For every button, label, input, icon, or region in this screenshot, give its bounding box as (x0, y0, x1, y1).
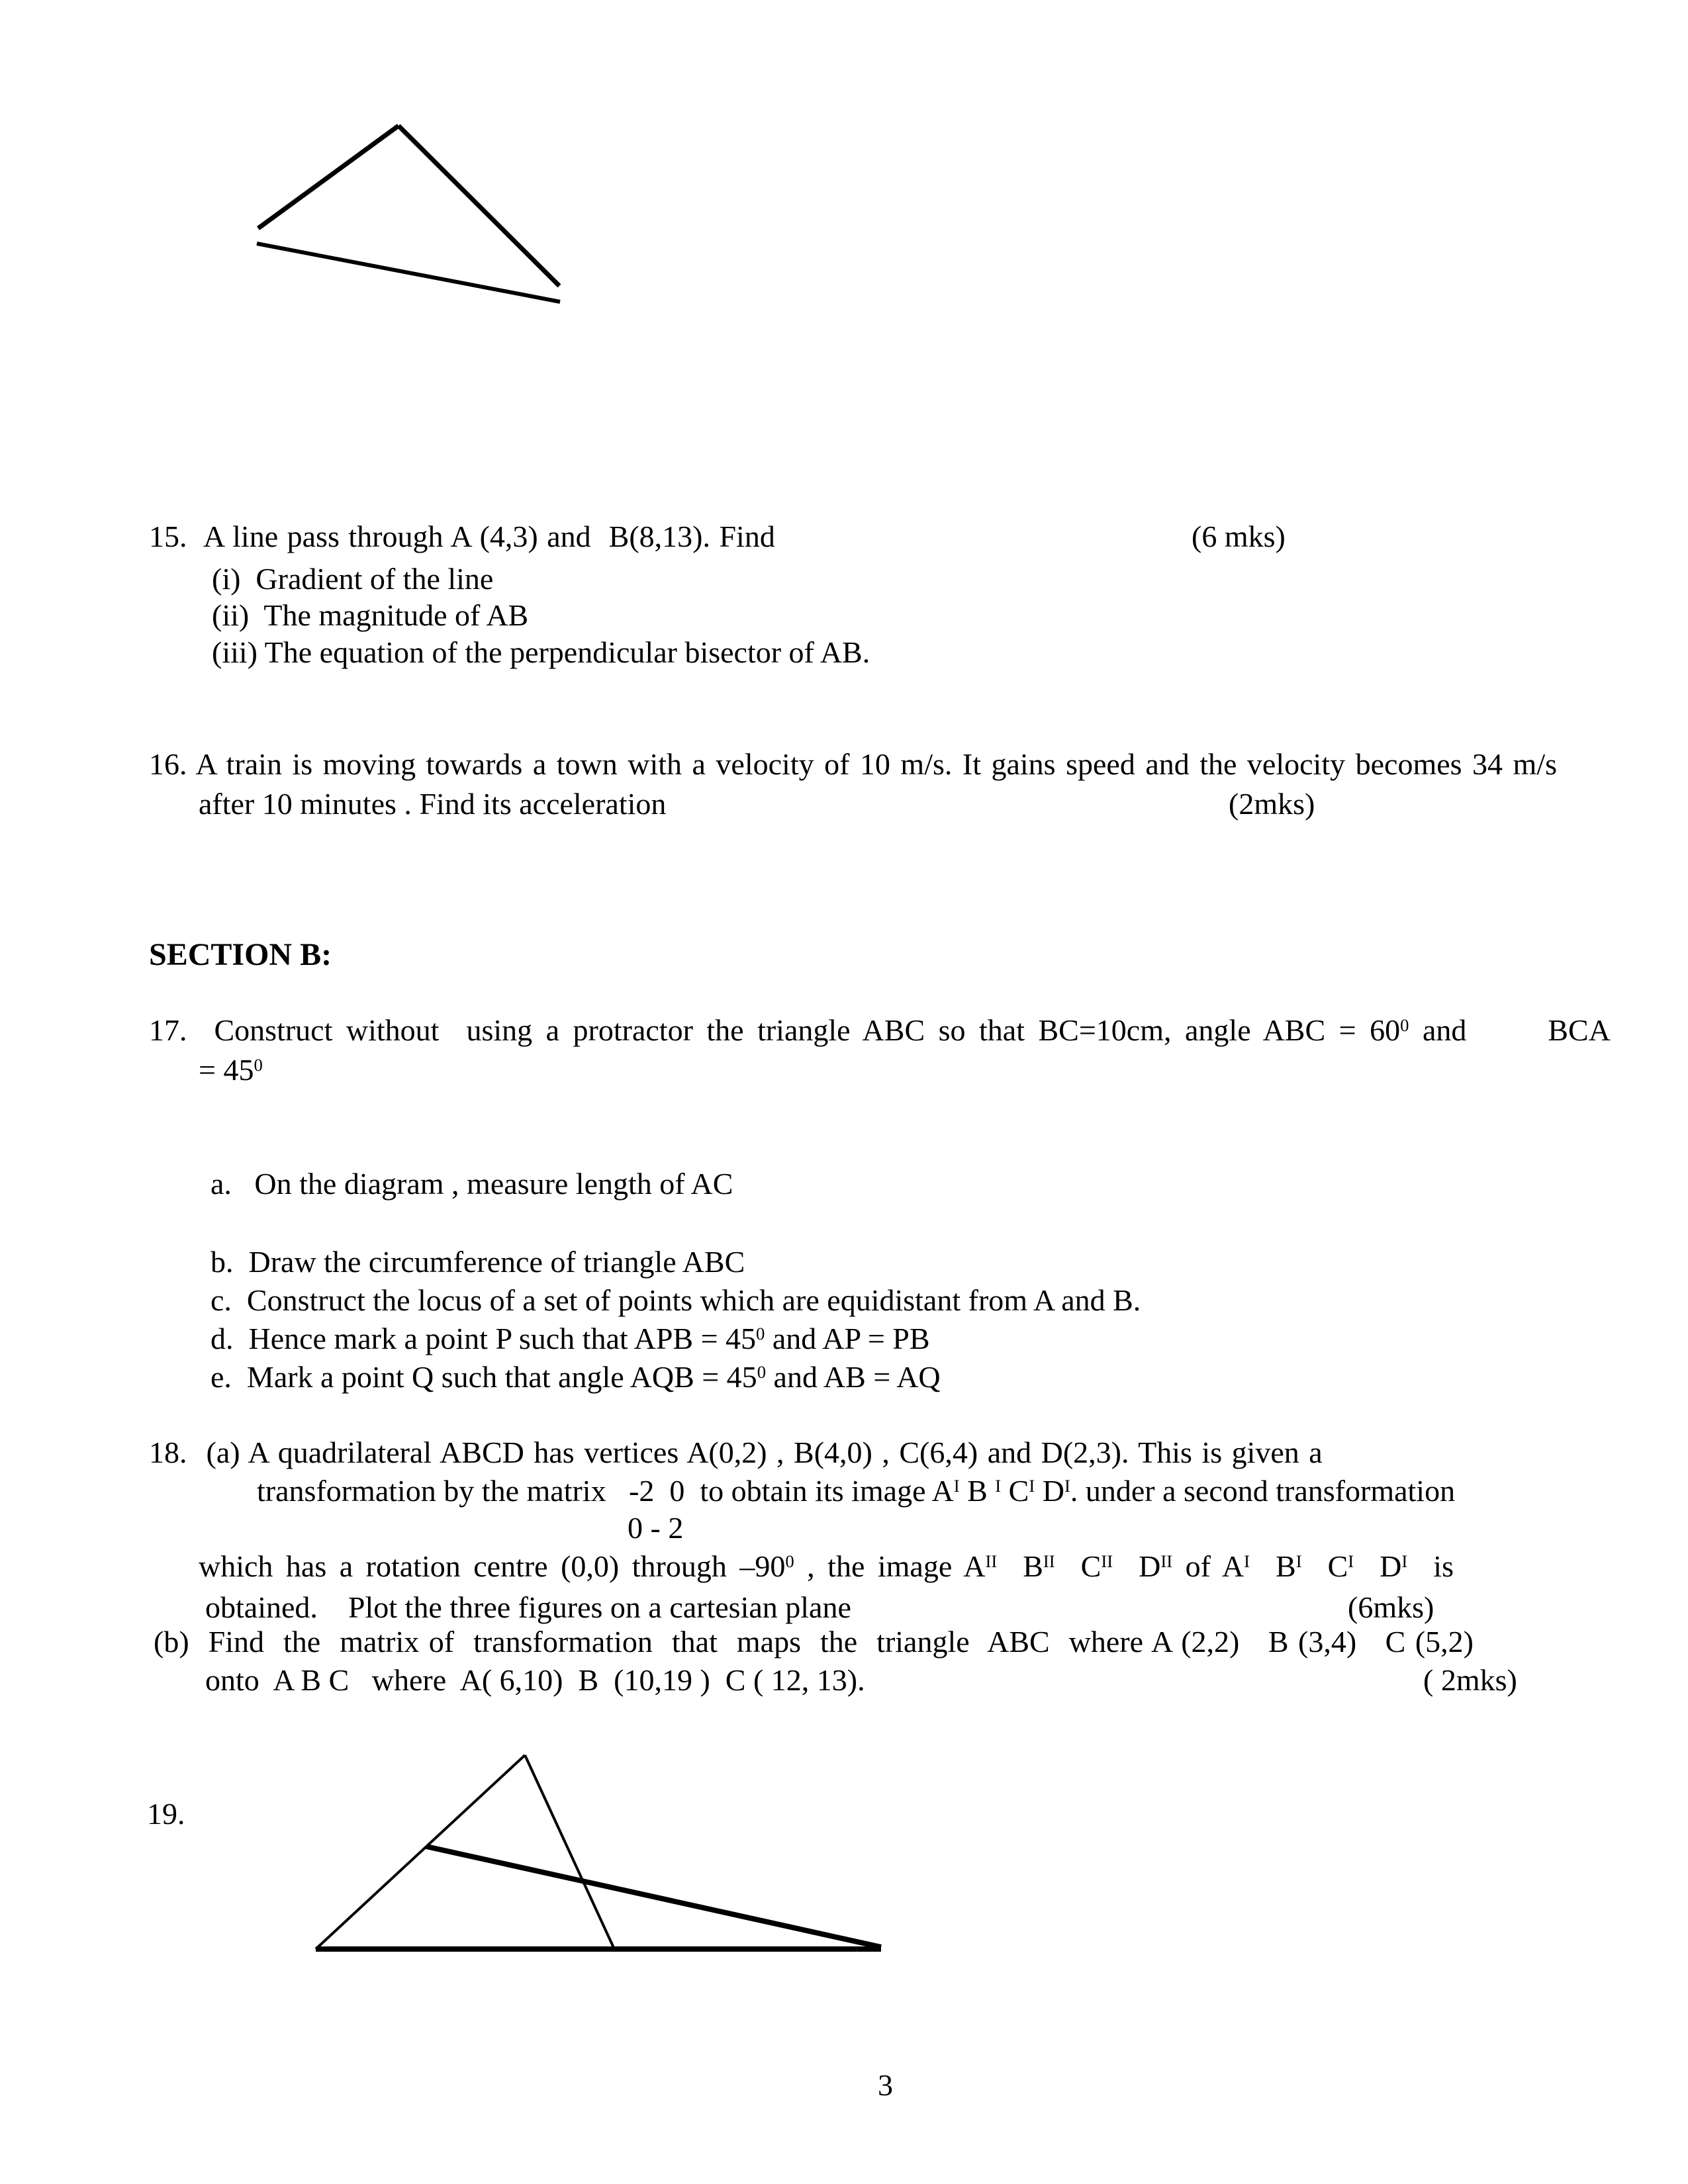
q18-line4: obtained. Plot the three figures on a cartesian plane (205, 1590, 851, 1624)
q19-label: 19. (147, 1797, 185, 1831)
q17-item-c: c. Construct the locus of a set of points which are equidistant from A and B. (211, 1283, 1141, 1317)
q16-line1: 16. A train is moving towards a town with a velocity of 10 m/s. It gains speed and the velocity becomes 34 m/s (149, 747, 1558, 781)
q17-item-e: e. Mark a point Q such that angle AQB = $45^0$ and AB = AQ (211, 1360, 941, 1394)
q18-marks-b: ( 2mks) (1423, 1663, 1517, 1697)
top-triangle-figure (245, 111, 576, 310)
q19-triangle-figure (305, 1734, 894, 1959)
q16-marks: (2mks) (1229, 787, 1315, 821)
q17-item-a: a. On the diagram , measure length of AC (211, 1167, 733, 1201)
q17-line1: 17. Construct without using a protractor the triangle ABC so that BC=10cm, angle ABC = $60^0$ and BCA (149, 1013, 1611, 1047)
page-number: 3 (878, 2068, 893, 2102)
q15-item-iii: (iii) The equation of the perpendicular bisector of AB. (212, 635, 870, 669)
q18-b-line1: (b) Find the matrix of transformation that maps the triangle ABC where A (2,2) B (3,4) C (5,2) (154, 1625, 1474, 1659)
q15-marks: (6 mks) (1192, 520, 1286, 553)
q18-b-line2: onto A B C where A( 6,10) B (10,19 ) C ( 12, 13). (205, 1663, 865, 1697)
q16-line2: after 10 minutes . Find its acceleration (199, 787, 667, 821)
q18-marks-a: (6mks) (1348, 1590, 1434, 1624)
q17-item-d: d. Hence mark a point P such that APB = $45^0$ and AP = PB (211, 1322, 930, 1355)
q18-line3: which has a rotation centre (0,0) through $-90^0$ , the image $A^{II}$ $B^{II}$ $C^{II}$ $D^{II}$ of $A^I$ $B^I$ $C^I$ $D^I$ is (199, 1549, 1454, 1583)
q17-item-b: b. Draw the circumference of triangle ABC (211, 1245, 745, 1279)
q17-line2: = $45^0$ (199, 1053, 263, 1087)
q15-item-i: (i) Gradient of the line (212, 562, 494, 596)
section-b-heading: SECTION B: (149, 937, 332, 972)
q15-item-ii: (ii) The magnitude of AB (212, 598, 529, 632)
q18-line2-matrix-row1: transformation by the matrix -2 0 to obtain its image $A^I$ B $^I$ $C^I$ $D^I$. under a second transformation (257, 1474, 1456, 1508)
q15-line1: 15. A line pass through A (4,3) and B(8,13). Find (149, 520, 775, 553)
q18-line1: 18. (a) A quadrilateral ABCD has vertices A(0,2) , B(4,0) , C(6,4) and D(2,3). This is given a (149, 1435, 1323, 1469)
q18-matrix-row2: 0 - 2 (628, 1511, 684, 1545)
